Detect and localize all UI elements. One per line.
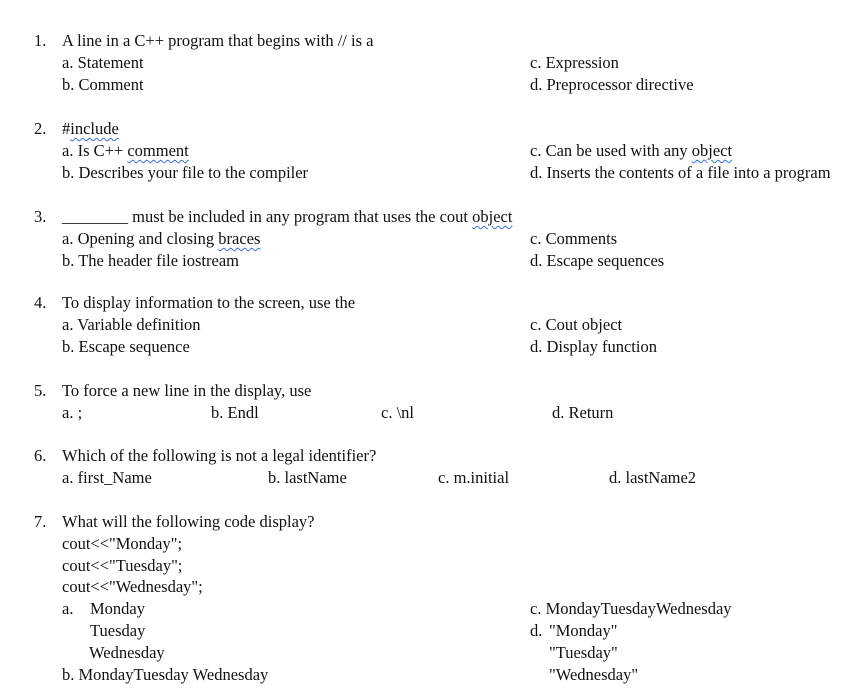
question-3-stem-word: object: [472, 207, 513, 226]
question-1-option-a: a. Statement: [62, 53, 144, 72]
question-7-option-d-line: "Wednesday": [549, 665, 639, 684]
question-1-stem: A line in a C++ program that begins with // is a: [62, 31, 374, 50]
question-2-stem: [62, 119, 119, 139]
question-2-option-c: [530, 141, 732, 161]
question-2-option-d: d. Inserts the contents of a file into a program: [530, 163, 831, 182]
question-3-stem: [62, 207, 512, 227]
question-7-code-line: cout<<"Tuesday";: [62, 556, 183, 575]
question-2-option-a-word: comment: [127, 141, 189, 160]
question-7-option-a-line: Tuesday: [90, 621, 146, 640]
question-2-option-a-prefix: a. Is C++: [62, 141, 128, 160]
question-3-number: 3.: [34, 207, 47, 226]
question-7-option-a-label: a.: [62, 599, 74, 618]
question-7-option-c: c. MondayTuesdayWednesday: [530, 599, 732, 618]
question-7-stem: What will the following code display?: [62, 512, 315, 531]
question-2-stem-prefix: #: [62, 119, 71, 138]
question-7-option-d-line: "Tuesday": [549, 643, 618, 662]
question-3-option-b: b. The header file iostream: [62, 251, 239, 270]
question-3-blank: ________: [62, 207, 128, 226]
question-1-option-b: b. Comment: [62, 75, 144, 94]
question-7-option-a-line: Monday: [90, 599, 145, 618]
question-5-option-d: d. Return: [552, 403, 614, 422]
question-7-option-d-line: "Monday": [549, 621, 618, 640]
question-2-number: 2.: [34, 119, 47, 138]
question-6-option-a: a. first_Name: [62, 468, 152, 487]
question-5-option-c: c. \nl: [381, 403, 414, 422]
question-4-number: 4.: [34, 293, 47, 312]
question-6-stem: Which of the following is not a legal identifier?: [62, 446, 377, 465]
question-3-option-a: [62, 229, 260, 249]
question-6-number: 6.: [34, 446, 47, 465]
question-2-option-c-prefix: c. Can be used with any: [530, 141, 692, 160]
question-5-number: 5.: [34, 381, 47, 400]
question-6-option-b: b. lastName: [268, 468, 347, 487]
question-4-option-c: c. Cout object: [530, 315, 623, 334]
question-2-option-a: [62, 141, 189, 161]
question-6-option-c: c. m.initial: [438, 468, 510, 487]
question-3-option-c: c. Comments: [530, 229, 618, 248]
question-4-option-b: b. Escape sequence: [62, 337, 190, 356]
question-5-option-a: a. ;: [62, 403, 83, 422]
question-2-option-b: b. Describes your file to the compiler: [62, 163, 309, 182]
question-1-option-c: c. Expression: [530, 53, 619, 72]
question-7-option-d-label: d.: [530, 621, 543, 640]
question-5-stem: To force a new line in the display, use: [62, 381, 312, 400]
question-6-option-d: d. lastName2: [609, 468, 697, 487]
question-4-option-a: a. Variable definition: [62, 315, 201, 334]
question-1-number: 1.: [34, 31, 47, 50]
question-4-option-d: d. Display function: [530, 337, 657, 356]
question-7-option-a-line: Wednesday: [89, 643, 165, 662]
question-3-option-a-prefix: a. Opening and closing: [62, 229, 219, 248]
question-2-stem-word: include: [70, 119, 119, 138]
question-7-code-line: cout<<"Wednesday";: [62, 577, 203, 596]
question-3-option-d: d. Escape sequences: [530, 251, 665, 270]
question-2-option-c-word: object: [691, 141, 733, 160]
question-1-option-d: d. Preprocessor directive: [530, 75, 694, 94]
question-3-option-a-word: braces: [218, 229, 261, 248]
question-3-stem-middle: must be included in any program that uses the cout: [128, 207, 473, 226]
question-7-option-b: b. MondayTuesday Wednesday: [62, 665, 269, 684]
question-4-stem: To display information to the screen, use the: [62, 293, 356, 312]
question-5-option-b: b. Endl: [211, 403, 259, 422]
question-7-number: 7.: [34, 512, 47, 531]
question-7-code-line: cout<<"Monday";: [62, 534, 183, 553]
